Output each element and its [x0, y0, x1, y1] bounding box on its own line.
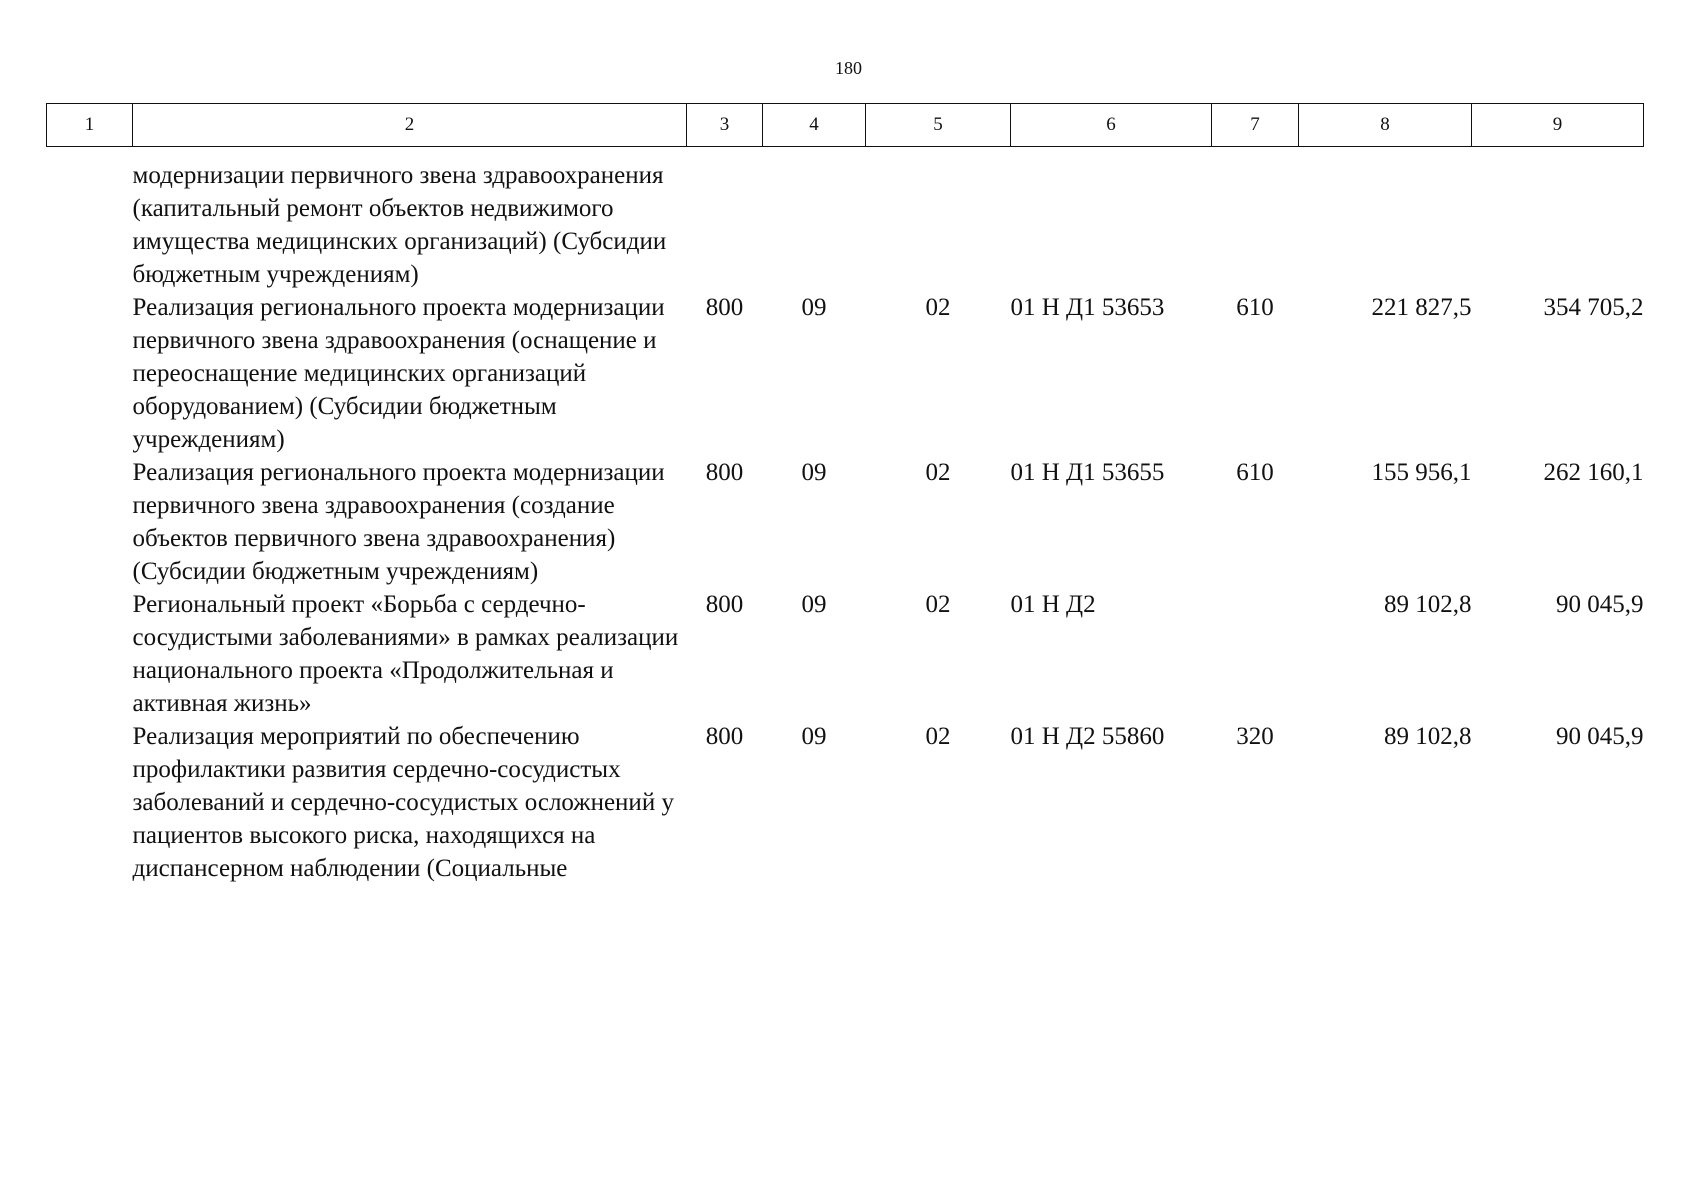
cell-org: 800: [705, 459, 744, 486]
column-header: 2: [133, 104, 687, 147]
cell-year2: [1472, 147, 1644, 292]
column-header: 9: [1472, 104, 1644, 147]
cell-year1: 89 102,8: [1384, 723, 1472, 750]
cell-target: 01 Н Д2: [1010, 591, 1096, 618]
row-name: Региональный проект «Борьба с сердечно-сосудистыми заболеваниями» в рамках реализации национального проекта «Продолжительная и активная жизнь»: [132, 591, 679, 717]
column-header: 4: [763, 104, 866, 147]
cell-expense: [1212, 147, 1299, 292]
row-name: Реализация регионального проекта модернизации первичного звена здравоохранения (оснащение и переоснащение медицинских организаций оборудованием) (Субсидии бюджетным учреждениям): [132, 294, 665, 453]
cell-year2: 354 705,2: [1543, 294, 1644, 321]
cell-year2: 90 045,9: [1556, 591, 1644, 618]
cell-target: 01 Н Д1 53655: [1010, 459, 1165, 486]
row-name: Реализация регионального проекта модернизации первичного звена здравоохранения (создание объектов первичного звена здравоохранения) (Субсидии бюджетным учреждениям): [132, 459, 665, 585]
table-row: [47, 147, 1644, 292]
table-header-row: [47, 104, 1644, 147]
cell-year2: 90 045,9: [1556, 723, 1644, 750]
cell-expense: 610: [1236, 294, 1274, 321]
cell-org: 800: [705, 591, 744, 618]
budget-table: [46, 103, 1644, 885]
column-header: 3: [687, 104, 763, 147]
cell-target: 01 Н Д1 53653: [1010, 294, 1165, 321]
table-row: [47, 720, 1644, 885]
column-header: 8: [1299, 104, 1472, 147]
row-name: модернизации первичного звена здравоохранения (капитальный ремонт объектов недвижимого имущества медицинских организаций) (Субсидии бюджетным учреждениям): [132, 162, 667, 288]
cell-section: 09: [801, 591, 827, 618]
cell-subsection: 02: [925, 723, 951, 750]
row-name: Реализация мероприятий по обеспечению профилактики развития сердечно-сосудистых заболеваний и сердечно-сосудистых осложнений у пациентов высокого риска, находящихся на диспансерном наблюдении (Социальные: [132, 723, 674, 882]
cell-org: 800: [705, 294, 744, 321]
cell-expense: 320: [1236, 723, 1274, 750]
column-header: 5: [866, 104, 1011, 147]
table-row: [47, 291, 1644, 456]
cell-section: 09: [801, 294, 827, 321]
cell-expense: 610: [1236, 459, 1274, 486]
cell-section: [763, 147, 866, 292]
cell-org: 800: [705, 723, 744, 750]
cell-year1: 221 827,5: [1371, 294, 1472, 321]
cell-subsection: 02: [925, 459, 951, 486]
column-header: 7: [1212, 104, 1299, 147]
cell-year1: 89 102,8: [1384, 591, 1472, 618]
cell-year2: 262 160,1: [1543, 459, 1644, 486]
cell-subsection: 02: [925, 591, 951, 618]
column-header: 1: [47, 104, 133, 147]
cell-expense: [1212, 588, 1299, 720]
cell-target: [1011, 147, 1212, 292]
table-row: [47, 456, 1644, 588]
table-row: [47, 588, 1644, 720]
cell-section: 09: [801, 723, 827, 750]
cell-subsection: 02: [925, 294, 951, 321]
cell-org: [687, 147, 763, 292]
cell-target: 01 Н Д2 55860: [1010, 723, 1165, 750]
cell-year1: 155 956,1: [1371, 459, 1472, 486]
cell-subsection: [866, 147, 1011, 292]
column-header: 6: [1011, 104, 1212, 147]
cell-year1: [1299, 147, 1472, 292]
page-number: 180: [835, 58, 862, 78]
cell-section: 09: [801, 459, 827, 486]
